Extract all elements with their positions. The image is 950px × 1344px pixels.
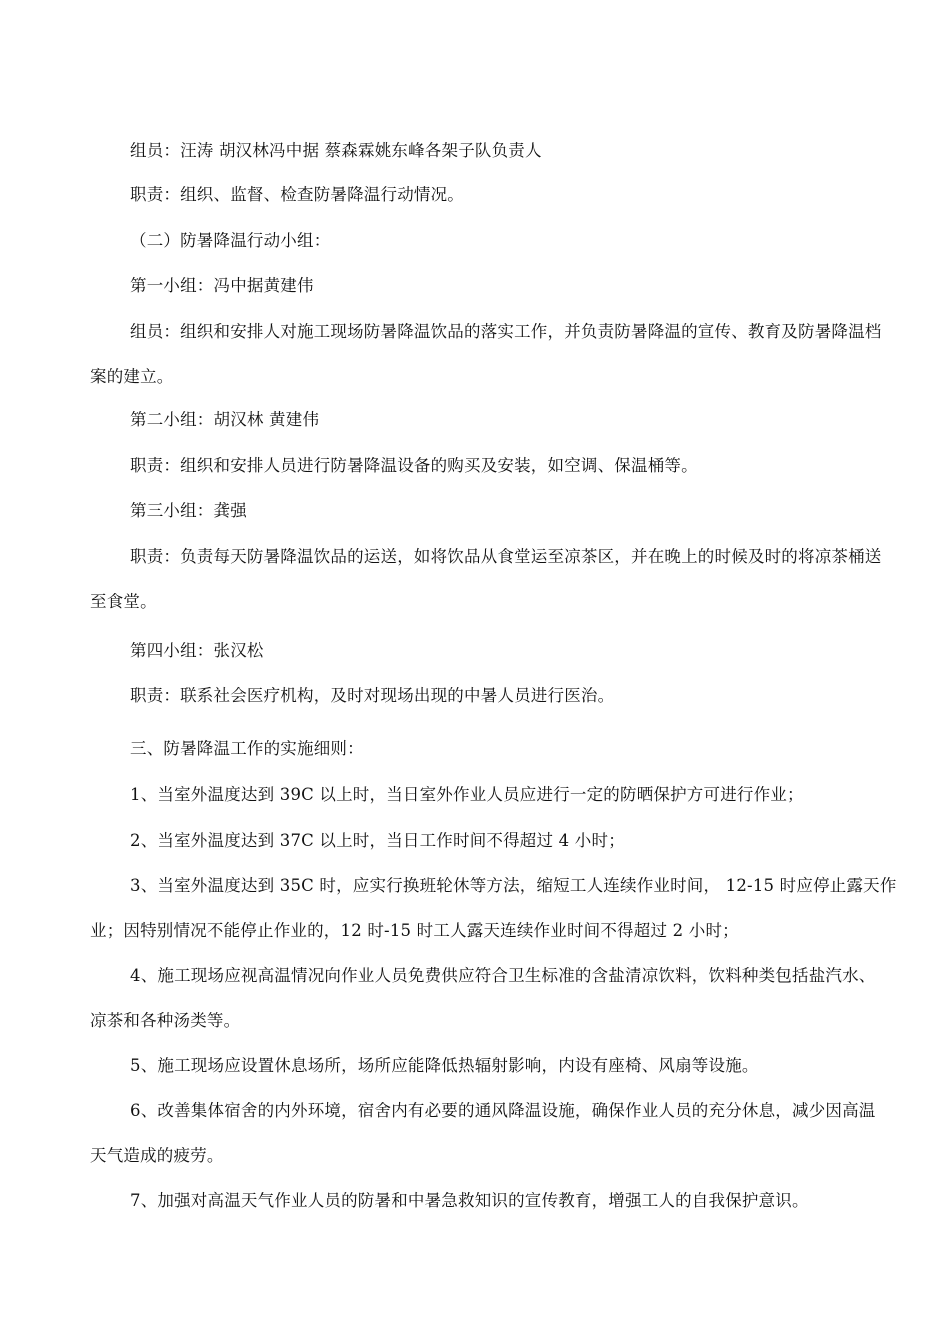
list-item-rule-7	[90, 1178, 950, 1223]
text-line: （二）防暑降温行动小组：	[130, 231, 331, 250]
text-line: 组员：组织和安排人对施工现场防暑降温饮品的落实工作，并负责防暑降温的宣传、教育及防暑降温档	[130, 322, 882, 341]
paragraph-group-three	[90, 488, 950, 533]
text-line: 第四小组：张汉松	[130, 641, 264, 660]
list-item-rule-1	[90, 772, 950, 817]
text-line: 凉茶和各种汤类等。	[90, 1011, 241, 1030]
section-heading-action-groups	[90, 218, 950, 263]
paragraph-group-members	[90, 128, 950, 173]
text-line: 第一小组：冯中据黄建伟	[130, 276, 314, 295]
paragraph-group-one	[90, 263, 950, 308]
text-line: 案的建立。	[90, 367, 174, 386]
text-line: 第三小组：龚强	[130, 501, 247, 520]
text-line: 职责：组织和安排人员进行防暑降温设备的购买及安装，如空调、保温桶等。	[130, 456, 698, 475]
text-line: 4、施工现场应视高温情况向作业人员免费供应符合卫生标准的含盐清凉饮料，饮料种类包括盐汽水、	[130, 966, 876, 985]
paragraph-group-two-duties	[90, 443, 950, 488]
paragraph-duties-supervision	[90, 172, 950, 217]
list-item-rule-4	[90, 953, 950, 1043]
text-line: 组员：汪涛 胡汉林冯中据 蔡森霖姚东峰各架子队负责人	[130, 141, 542, 160]
text-line: 7、加强对高温天气作业人员的防暑和中暑急救知识的宣传教育，增强工人的自我保护意识。	[130, 1191, 809, 1210]
text-line: 职责：负责每天防暑降温饮品的运送，如将饮品从食堂运至凉茶区，并在晚上的时候及时的将凉茶桶送	[130, 547, 882, 566]
text-line: 职责：组织、监督、检查防暑降温行动情况。	[130, 185, 464, 204]
section-heading-implementation	[90, 726, 950, 771]
paragraph-group-three-duties	[90, 534, 950, 624]
text-line: 业；因特别情况不能停止作业的，12 时-15 时工人露天连续作业时间不得超过 2 小时；	[90, 921, 739, 940]
paragraph-group-two	[90, 397, 950, 442]
text-line: 2、当室外温度达到 37C 以上时，当日工作时间不得超过 4 小时；	[130, 831, 625, 850]
text-line: 1、当室外温度达到 39C 以上时，当日室外作业人员应进行一定的防晒保护方可进行作业；	[130, 785, 804, 804]
text-line: 职责：联系社会医疗机构，及时对现场出现的中暑人员进行医治。	[130, 686, 615, 705]
list-item-rule-6	[90, 1088, 950, 1178]
list-item-rule-3	[90, 863, 950, 953]
text-line: 6、改善集体宿舍的内外环境，宿舍内有必要的通风降温设施，确保作业人员的充分休息，减少因高温	[130, 1101, 876, 1120]
paragraph-group-four	[90, 628, 950, 673]
paragraph-group-four-duties	[90, 673, 950, 718]
text-line: 至食堂。	[90, 592, 157, 611]
text-line: 5、施工现场应设置休息场所，场所应能降低热辐射影响，内设有座椅、风扇等设施。	[130, 1056, 759, 1075]
text-line: 3、当室外温度达到 35C 时，应实行换班轮休等方法，缩短工人连续作业时间， 12-15 时应停止露天作	[130, 876, 897, 895]
text-line: 第二小组：胡汉林 黄建伟	[130, 410, 320, 429]
list-item-rule-2	[90, 818, 950, 863]
list-item-rule-5	[90, 1043, 950, 1088]
text-line: 三、防暑降温工作的实施细则：	[130, 739, 364, 758]
paragraph-group-one-duties	[90, 309, 950, 399]
text-line: 天气造成的疲劳。	[90, 1146, 224, 1165]
